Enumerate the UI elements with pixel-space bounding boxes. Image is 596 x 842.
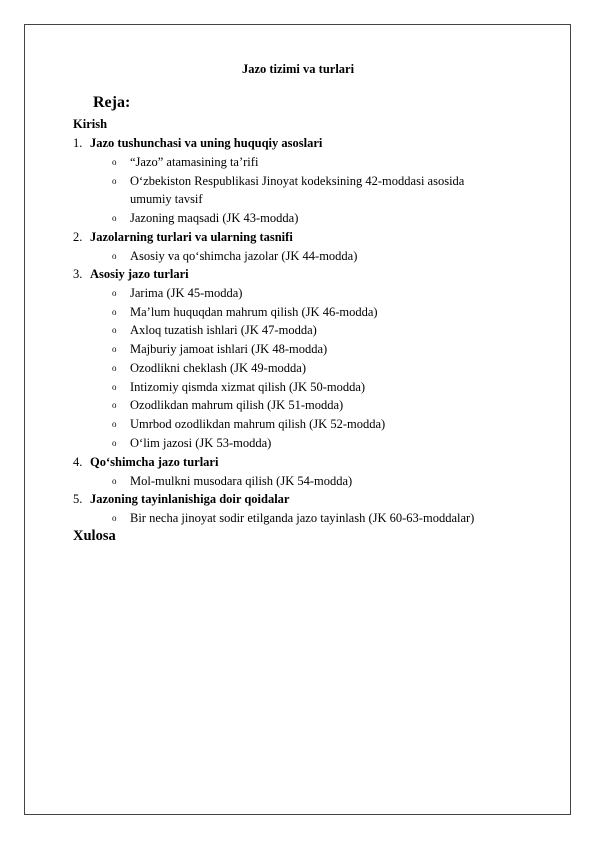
intro-heading: Kirish (73, 117, 108, 131)
list-item: Ozodlikni cheklash (JK 49-modda) (130, 361, 307, 375)
section-number: 5. (73, 492, 83, 506)
bullet-icon: o (112, 213, 117, 223)
list-item: Umrbod ozodlikdan mahrum qilish (JK 52-modda) (130, 417, 386, 431)
bullet-icon: o (112, 325, 117, 335)
list-item-continuation: umumiy tavsif (130, 192, 203, 206)
section-title: Jazo tushunchasi va uning huquqiy asoslari (90, 136, 323, 150)
list-item: Asosiy va qo‘shimcha jazolar (JK 44-modda) (130, 249, 358, 263)
list-item: O‘lim jazosi (JK 53-modda) (130, 436, 272, 450)
conclusion-heading: Xulosa (73, 528, 116, 544)
section-title: Jazoning tayinlanishiga doir qoidalar (90, 492, 290, 506)
section-number: 3. (73, 267, 83, 281)
bullet-icon: o (112, 382, 117, 392)
plan-heading: Reja: (93, 94, 131, 111)
section-5-heading (73, 490, 289, 508)
section-title: Asosiy jazo turlari (90, 267, 189, 281)
section-4-heading (73, 453, 218, 471)
bullet-icon: o (112, 288, 117, 298)
list-item: Majburiy jamoat ishlari (JK 48-modda) (130, 342, 328, 356)
bullet-icon: o (112, 400, 117, 410)
bullet-icon: o (112, 251, 117, 261)
bullet-icon: o (112, 419, 117, 429)
list-item: O‘zbekiston Respublikasi Jinoyat kodeksining 42-moddasi asosida (130, 174, 465, 188)
section-number: 1. (73, 136, 83, 150)
bullet-icon: o (112, 363, 117, 373)
bullet-icon: o (112, 476, 117, 486)
section-2-heading (73, 228, 293, 246)
list-item: Ma’lum huquqdan mahrum qilish (JK 46-modda) (130, 305, 378, 319)
bullet-icon: o (112, 307, 117, 317)
list-item: Axloq tuzatish ishlari (JK 47-modda) (130, 323, 317, 337)
list-item: Jarima (JK 45-modda) (130, 286, 243, 300)
list-item: Jazoning maqsadi (JK 43-modda) (130, 211, 299, 225)
list-item: Bir necha jinoyat sodir etilganda jazo tayinlash (JK 60-63-moddalar) (130, 511, 475, 525)
bullet-icon: o (112, 344, 117, 354)
section-3-heading (73, 265, 189, 283)
section-1-heading (73, 134, 322, 152)
bullet-icon: o (112, 157, 117, 167)
list-item: Mol-mulkni musodara qilish (JK 54-modda) (130, 474, 353, 488)
section-number: 4. (73, 455, 83, 469)
list-item: Ozodlikdan mahrum qilish (JK 51-modda) (130, 398, 344, 412)
list-item: Intizomiy qismda xizmat qilish (JK 50-modda) (130, 380, 366, 394)
bullet-icon: o (112, 176, 117, 186)
document-title: Jazo tizimi va turlari (241, 62, 355, 76)
section-title: Jazolarning turlari va ularning tasnifi (90, 230, 293, 244)
bullet-icon: o (112, 513, 117, 523)
bullet-icon: o (112, 438, 117, 448)
section-title: Qo‘shimcha jazo turlari (90, 455, 219, 469)
section-number: 2. (73, 230, 83, 244)
list-item: “Jazo” atamasining ta’rifi (130, 155, 259, 169)
